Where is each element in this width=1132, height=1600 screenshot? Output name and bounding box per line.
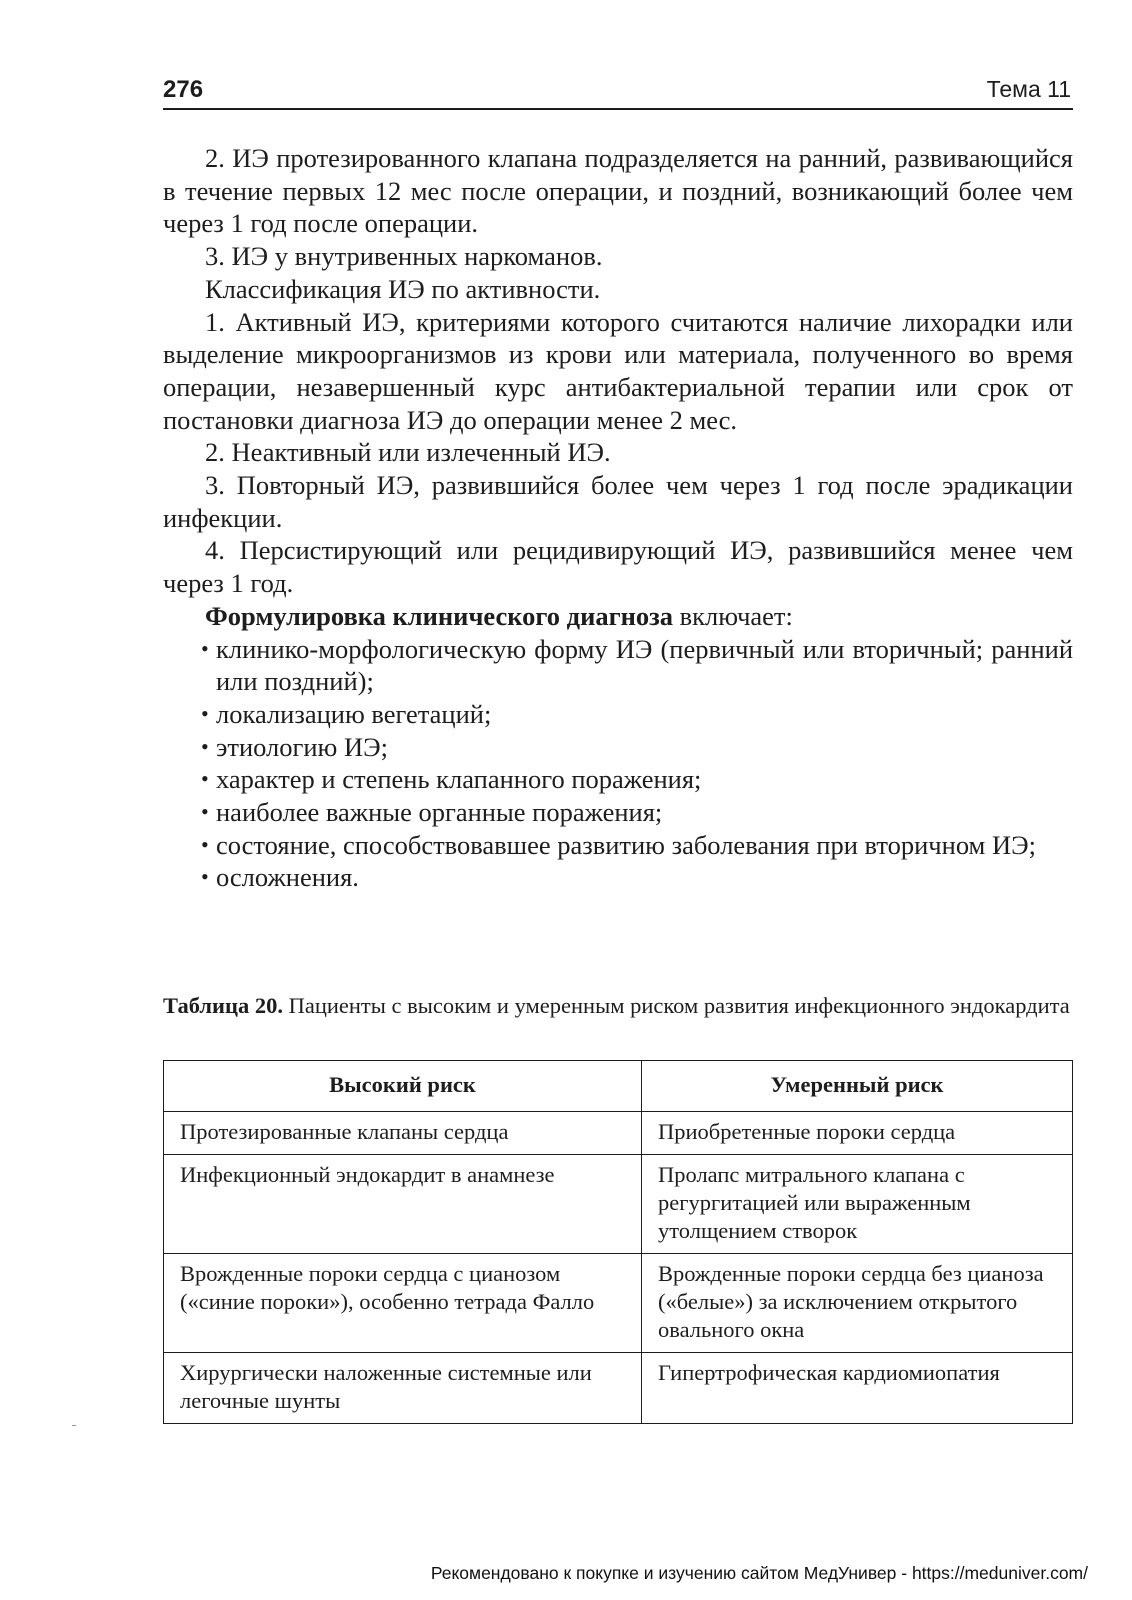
paragraph: 3. Повторный ИЭ, развившийся более чем через 1 год после эрадикации инфекции. — [163, 470, 1073, 533]
moderate-risk-cell: Гипертрофическая кардиомиопатия — [642, 1353, 1073, 1424]
paragraph: Классификация ИЭ по активности. — [205, 273, 601, 304]
paragraph: 2. ИЭ протезированного клапана подразделяется на ранний, развивающийся в течение первых 12 мес после операции, и поздний, возникающий более чем через 1 год после операции. — [163, 143, 1073, 239]
list-item: • осложнения. — [163, 861, 1073, 894]
paragraph: 1. Активный ИЭ, критериями которого считаются наличие лихорадки или выделение микроорганизмов из крови или материала, полученного во время операции, незавершенный курс антибактериальной терапии или срок от постановки диагноза ИЭ до операции менее 2 мес. — [163, 306, 1073, 435]
moderate-risk-cell: Пролапс митрального клапана с регургитацией или выраженным утолщением створок — [642, 1155, 1073, 1254]
list-item: • клинико-морфологическую форму ИЭ (первичный или вторичный; ранний или поздний); — [163, 633, 1073, 698]
table-row — [164, 1112, 1073, 1155]
header-high-risk: Высокий риск — [164, 1061, 642, 1112]
print-artifact — [72, 1425, 76, 1426]
paragraph: 3. ИЭ у внутривенных наркоманов. — [205, 241, 603, 272]
table-caption-text: Пациенты с высоким и умеренным риском развития инфекционного эндокардита — [282, 993, 1070, 1018]
table-caption-label: Таблица 20. — [163, 993, 283, 1018]
paragraph: 4. Персистирующий или рецидивирующий ИЭ, развившийся менее чем через 1 год. — [163, 535, 1073, 599]
list-item: • этиологию ИЭ; — [163, 731, 1073, 764]
page-header — [163, 72, 1073, 110]
table-row — [164, 1254, 1073, 1353]
list-item: • характер и степень клапанного поражения; — [163, 763, 1073, 796]
paragraph: 2. Неактивный или излеченный ИЭ. — [205, 437, 611, 468]
high-risk-cell: Хирургически наложенные системные или легочные шунты — [164, 1353, 642, 1424]
table-row — [164, 1155, 1073, 1254]
diagnosis-list — [163, 633, 1073, 895]
list-item: • наиболее важные органные поражения; — [163, 796, 1073, 829]
footer-recommendation: Рекомендовано к покупке и изучению сайтом МедУнивер - https://meduniver.com/ — [430, 1563, 1088, 1583]
high-risk-cell: Инфекционный эндокардит в анамнезе — [164, 1155, 642, 1254]
list-item: • локализацию вегетаций; — [163, 698, 1073, 731]
risk-table — [163, 1060, 1073, 1424]
table-row — [164, 1353, 1073, 1424]
diagnosis-lead-rest: включает: — [673, 600, 793, 631]
moderate-risk-cell: Приобретенные пороки сердца — [642, 1112, 1073, 1155]
table-caption — [163, 992, 1073, 1019]
diagnosis-lead — [163, 600, 1073, 633]
page-number: 276 — [163, 76, 204, 103]
chapter-topic: Тема 11 — [986, 76, 1071, 102]
diagnosis-lead-bold: Формулировка клинического диагноза — [205, 600, 674, 631]
list-item: • состояние, способствовавшее развитию заболевания при вторичном ИЭ; — [163, 829, 1073, 862]
table-header-row — [164, 1061, 1073, 1112]
high-risk-cell: Врожденные пороки сердца с цианозом («синие пороки»), особенно тетрада Фалло — [164, 1254, 642, 1353]
moderate-risk-cell: Врожденные пороки сердца без цианоза («белые») за исключением открытого овального окна — [642, 1254, 1073, 1353]
high-risk-cell: Протезированные клапаны сердца — [164, 1112, 642, 1155]
main-text — [163, 142, 1073, 894]
header-moderate-risk: Умеренный риск — [642, 1061, 1073, 1112]
